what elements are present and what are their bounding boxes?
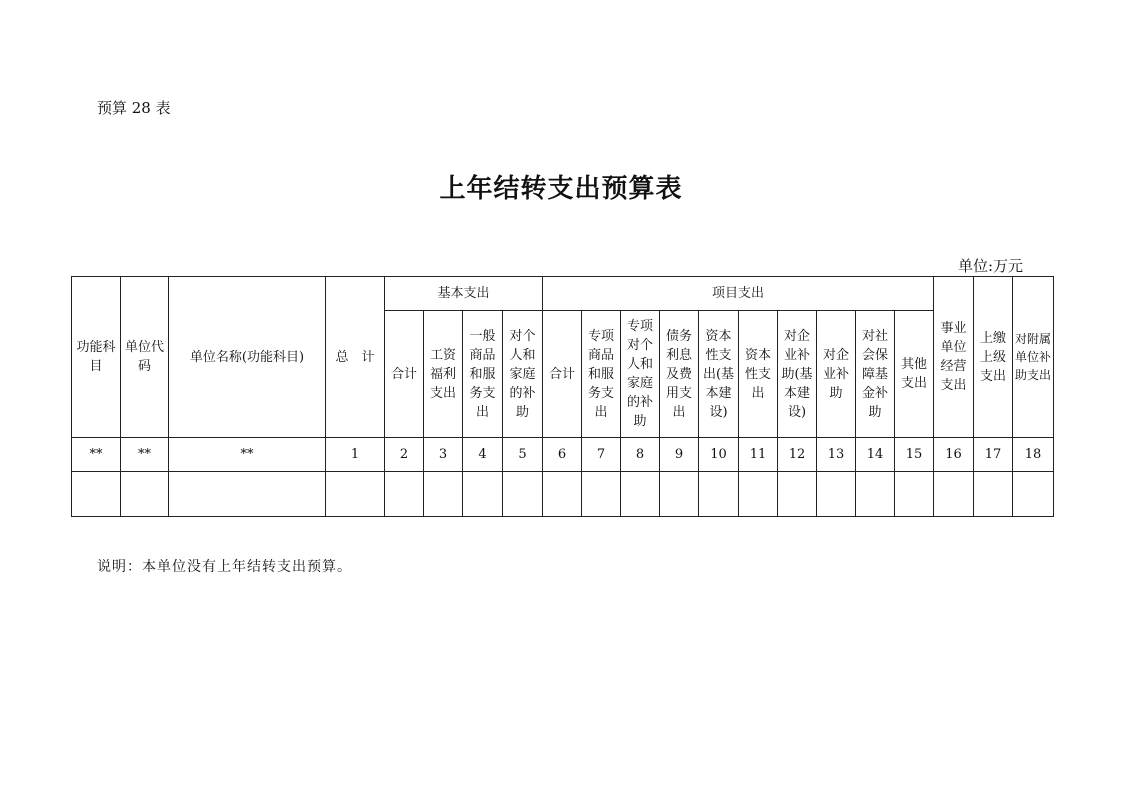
table-cell — [543, 472, 582, 517]
header-line: 的补 — [627, 395, 654, 410]
header-line: 支出 — [901, 376, 928, 391]
header-line: 工资 — [429, 347, 456, 363]
table-cell: 7 — [582, 438, 621, 472]
header-line: 资本 — [705, 328, 732, 344]
header-basic-wages — [424, 311, 463, 438]
header-line: 助 — [829, 385, 843, 401]
header-line: 助 — [633, 414, 647, 429]
header-project-subtotal — [543, 311, 582, 438]
header-line: 商品 — [588, 347, 615, 363]
header-line: 利息 — [666, 347, 693, 363]
table-cell — [974, 472, 1013, 517]
table-cell: 12 — [778, 438, 817, 472]
table-cell: ** — [72, 438, 121, 472]
header-line: 助(基 — [781, 366, 813, 382]
header-line: 本建 — [705, 385, 732, 401]
header-line: 福利 — [429, 366, 456, 382]
header-line: 用支 — [666, 385, 693, 401]
header-line: 人和 — [627, 357, 654, 372]
table-cell: 5 — [503, 438, 543, 472]
header-project-capital — [739, 311, 778, 438]
header-basic-subtotal — [385, 311, 424, 438]
table-cell — [699, 472, 739, 517]
table-cell: 16 — [934, 438, 974, 472]
header-line: 专项 — [588, 328, 615, 344]
table-cell — [326, 472, 385, 517]
header-line: 出 — [751, 385, 765, 401]
table-cell — [739, 472, 778, 517]
header-line: 助支出 — [1015, 368, 1052, 382]
note-text: 说明：本单位没有上年结转支出预算。 — [97, 559, 352, 575]
header-line: 出 — [594, 404, 608, 420]
budget-table — [71, 276, 1054, 517]
header-line: 助 — [868, 404, 882, 420]
header-business-expenditure — [934, 277, 974, 438]
header-line: 一般 — [469, 328, 496, 344]
header-affiliated-subsidy — [1013, 277, 1054, 438]
table-cell — [934, 472, 974, 517]
header-unit-code-line: 码 — [137, 359, 151, 374]
header-line: 业补 — [823, 366, 850, 382]
header-line: 的补 — [509, 385, 536, 401]
table-cell: ** — [121, 438, 169, 472]
table-cell — [660, 472, 699, 517]
header-project-debt-interest — [660, 311, 699, 438]
table-cell — [582, 472, 621, 517]
table-cell — [463, 472, 503, 517]
header-line: 对社 — [862, 328, 889, 344]
header-line: 经营 — [940, 359, 967, 374]
table-cell — [503, 472, 543, 517]
table-cell — [121, 472, 169, 517]
header-func-subject — [72, 277, 121, 438]
header-line: 助 — [516, 404, 530, 420]
header-line: 性支 — [705, 347, 732, 363]
header-line: 支出 — [980, 368, 1007, 384]
header-line: 资本 — [745, 347, 772, 363]
header-line: 其他 — [901, 357, 928, 372]
header-line: 单位 — [940, 340, 967, 355]
table-cell: 17 — [974, 438, 1013, 472]
header-line: 会保 — [862, 347, 889, 363]
header-line: 上缴 — [980, 330, 1007, 346]
table-row-numbers — [72, 438, 1054, 472]
header-line: 设) — [787, 404, 807, 420]
header-basic-expenditure: 基本支出 — [385, 277, 543, 311]
header-line: 债务 — [666, 328, 693, 344]
header-line: 合计 — [390, 366, 417, 382]
header-line: 金补 — [862, 385, 889, 401]
table-cell: 4 — [463, 438, 503, 472]
header-line: 对个 — [627, 338, 654, 353]
header-line: 和服 — [588, 366, 615, 382]
header-unit-code — [121, 277, 169, 438]
header-project-goods-services — [582, 311, 621, 438]
table-cell: 1 — [326, 438, 385, 472]
table-cell: 14 — [856, 438, 895, 472]
header-project-expenditure: 项目支出 — [543, 277, 934, 311]
header-line: 本建 — [784, 385, 811, 401]
table-cell: 2 — [385, 438, 424, 472]
header-project-enterprise-construction — [778, 311, 817, 438]
table-cell: 6 — [543, 438, 582, 472]
table-cell — [856, 472, 895, 517]
header-total: 总 计 — [326, 277, 385, 438]
table-cell — [817, 472, 856, 517]
table-cell: 11 — [739, 438, 778, 472]
header-line: 对企 — [784, 328, 811, 344]
table-cell: 8 — [621, 438, 660, 472]
table-cell: 13 — [817, 438, 856, 472]
header-line: 设) — [709, 404, 728, 420]
table-cell: 15 — [895, 438, 934, 472]
table-cell — [778, 472, 817, 517]
header-line: 合计 — [549, 366, 576, 382]
header-line: 性支 — [745, 366, 772, 382]
table-cell — [72, 472, 121, 517]
document-label: 预算 28 表 — [97, 99, 171, 117]
page-title: 上年结转支出预算表 — [439, 174, 683, 204]
table-cell: 18 — [1013, 438, 1054, 472]
header-project-household-subsidy — [621, 311, 660, 438]
header-line: 支出 — [940, 378, 967, 393]
header-func-subject-line: 目 — [89, 359, 103, 374]
table-cell — [1013, 472, 1054, 517]
header-project-enterprise-subsidy — [817, 311, 856, 438]
header-line: 务支 — [469, 385, 496, 401]
table-cell — [169, 472, 326, 517]
header-basic-goods-services — [463, 311, 503, 438]
header-line: 业补 — [784, 347, 811, 363]
header-line: 和服 — [469, 366, 496, 382]
header-line: 单位补 — [1015, 350, 1052, 364]
header-line: 对个 — [509, 328, 536, 344]
header-line: 出(基 — [702, 366, 735, 382]
header-line: 专项 — [627, 319, 654, 334]
header-superior-expenditure — [974, 277, 1013, 438]
header-line: 务支 — [588, 385, 615, 401]
header-line: 家庭 — [509, 366, 536, 382]
header-line: 支出 — [429, 385, 456, 401]
table-cell — [621, 472, 660, 517]
table-cell — [424, 472, 463, 517]
header-line: 上级 — [980, 349, 1007, 365]
header-line: 及费 — [666, 366, 693, 382]
header-unit-code-line: 单位代 — [124, 340, 164, 355]
header-line: 出 — [475, 404, 489, 420]
table-cell: 9 — [660, 438, 699, 472]
header-line: 出 — [672, 404, 686, 420]
table-cell: 3 — [424, 438, 463, 472]
header-project-social-security — [856, 311, 895, 438]
header-project-capital-construction — [699, 311, 739, 438]
table-cell — [895, 472, 934, 517]
header-line: 对附属 — [1015, 332, 1052, 346]
header-unit-name: 单位名称(功能科目) — [169, 277, 326, 438]
table-cell — [385, 472, 424, 517]
header-basic-household-subsidy — [503, 311, 543, 438]
table-cell: ** — [169, 438, 326, 472]
header-line: 对企 — [823, 347, 850, 363]
header-line: 商品 — [469, 347, 496, 363]
table-cell: 10 — [699, 438, 739, 472]
header-line: 人和 — [509, 347, 536, 363]
table-row-empty — [72, 472, 1054, 517]
unit-label: 单位:万元 — [958, 257, 1024, 275]
header-line: 障基 — [862, 366, 889, 382]
header-line: 家庭 — [627, 376, 654, 391]
header-line: 事业 — [940, 321, 967, 336]
header-project-other — [895, 311, 934, 438]
header-func-subject-line: 功能科 — [76, 340, 116, 355]
